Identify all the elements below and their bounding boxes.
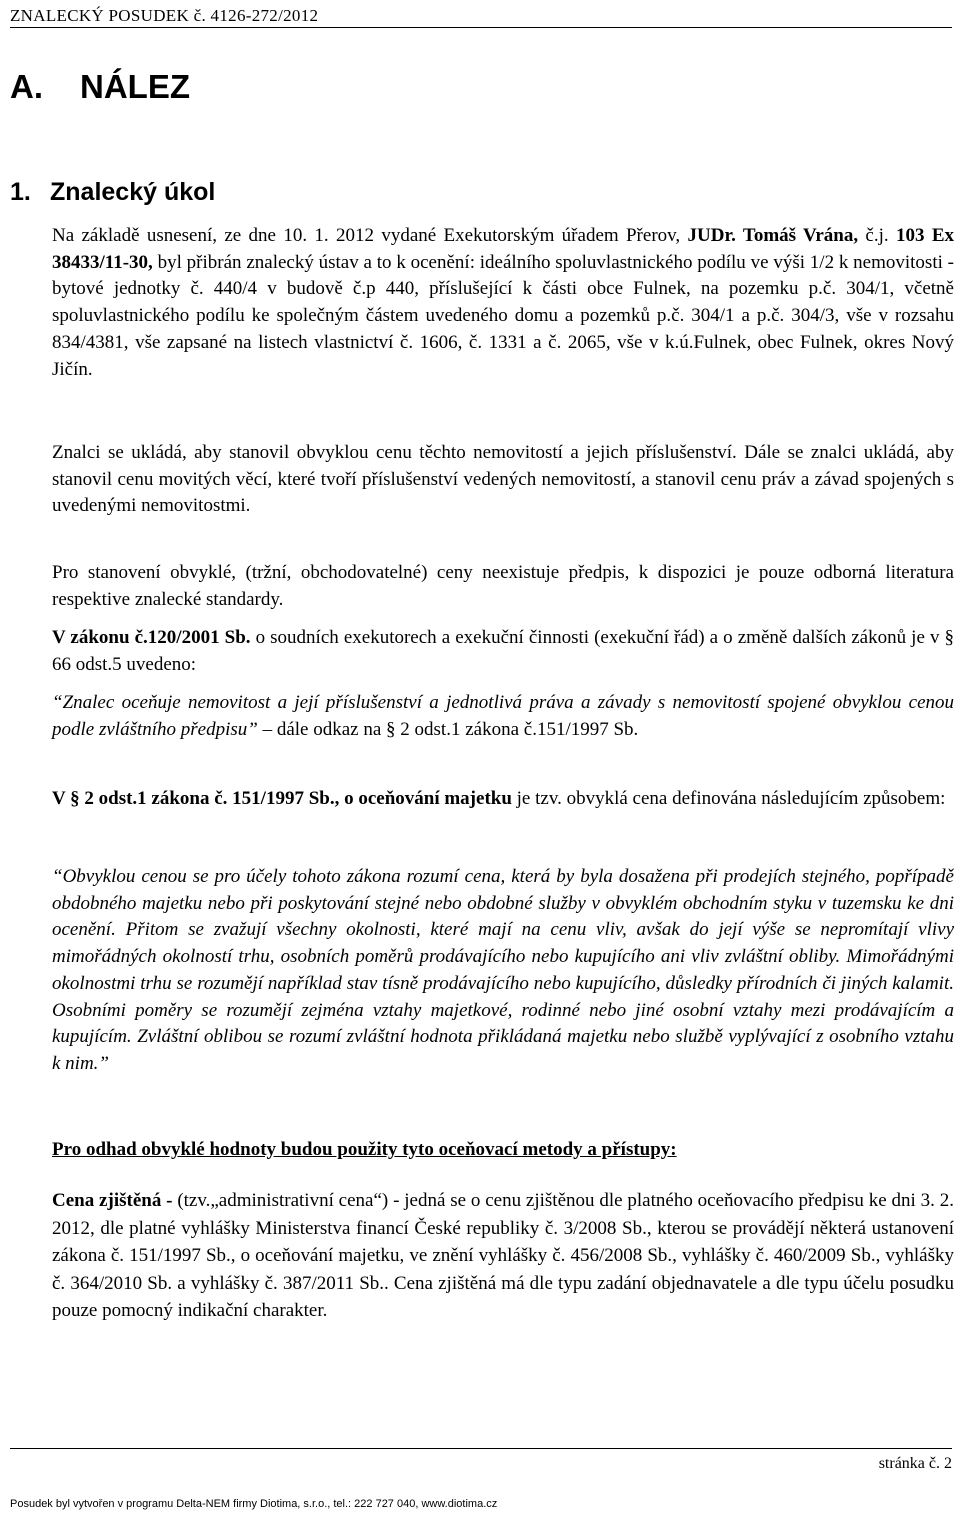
paragraph-task: Znalci se ukládá, aby stanovil obvyklou cenu těchto nemovitostí a jejich příslušenství. Dále se znalci ukládá, aby stanovil cenu movitých věcí, které tvoří příslušenství vedených nemovitostí, a stanovil cenu práv a závad spojených s uvedenými nemovitostmi. xyxy=(52,442,954,517)
subsection-number: 1. xyxy=(10,178,31,206)
paragraph-quote-law: “Znalec oceňuje nemovitost a její příslušenství a jednotlivá práva a závady s nemovitostí spojené obvyklou cenou podle zvláštního předpisu” – dále odkaz na § 2 odst.1 zákona č.151/1997 Sb. xyxy=(52,692,954,740)
footer-credit: Posudek byl vytvořen v programu Delta-NEM firmy Diotima, s.r.o., tel.: 222 727 040, www.diotima.cz xyxy=(10,1498,498,1510)
paragraph-law: V zákonu č.120/2001 Sb. o soudních exekutorech a exekuční činnosti (exekuční řád) a o změně dalších zákonů je v § 66 odst.5 uvedeno: xyxy=(52,627,955,675)
section-label: A. xyxy=(10,68,43,105)
paragraph-definition-quote: “Obvyklou cenou se pro účely tohoto zákona rozumí cena, která by byla dosažena při prodejích stejného, popřípadě obdobného majetku nebo při poskytování stejné nebo obdobné služby v obvyklém obchodním styku v tuzemsku ke dni ocenění. Přitom se zvažují všechny okolnosti, které mají na cenu vliv, avšak do její výše se nepromítají vlivy mimořádných okolností trhu, osobních poměrů prodávajícího nebo kupujícího ani vliv zvláštní obliby. Mimořádnými okolnostmi trhu se rozumějí například stav tísně prodávajícího nebo kupujícího, důsledky přírodních či jiných kalamit. Osobními poměry se rozumějí zejména vztahy majetkové, rodinné nebo jiné osobní vztahy mezi prodávajícím a kupujícím. Zvláštní oblibou se rozumí zvláštní hodnota přikládaná majetku nebo službě vyplývající z osobního vztahu k nim.” xyxy=(52,866,954,1074)
header-divider xyxy=(10,27,952,28)
paragraph-cena-zjistena: Cena zjištěná - (tzv.„administrativní cena“) - jedná se o cenu zjištěnou dle platného oceňovacího předpisu ke dni 3. 2. 2012, dle platné vyhlášky Ministerstva financí České republiky č. 3/2008 Sb., kterou se provádějí některá ustanovení zákona č. 151/1997 Sb., o oceňování majetku, ve znění vyhlášky č. 456/2008 Sb., vyhlášky č. 460/2009 Sb., vyhlášky č. 364/2010 Sb. a vyhlášky č. 387/2011 Sb.. Cena zjištěná má dle typu zadání objednavatele a dle typu účelu posudku pouze pomocný indikační charakter. xyxy=(52,1190,954,1321)
document-header: ZNALECKÝ POSUDEK č. 4126-272/2012 xyxy=(10,6,319,25)
paragraph-standards: Pro stanovení obvyklé, (tržní, obchodovatelné) ceny neexistuje předpis, k dispozici je pouze odborná literatura respektive znalecké standardy. xyxy=(52,562,954,610)
subsection-title: Znalecký úkol xyxy=(50,178,216,206)
methods-heading: Pro odhad obvyklé hodnoty budou použity tyto oceňovací metody a přístupy: xyxy=(52,1139,677,1160)
page-number: stránka č. 2 xyxy=(878,1455,952,1472)
paragraph-assignment: Na základě usnesení, ze dne 10. 1. 2012 vydané Exekutorským úřadem Přerov, JUDr. Tomáš Vrána, č.j. 103 Ex 38433/11-30, byl přibrán znalecký ústav a to k ocenění: ideálního spoluvlastnického podílu ve výši 1/2 k nemovitosti - bytové jednotky č. 440/4 v budově č.p 440, příslušející k části obce Fulnek, na pozemku p.č. 304/1, včetně spoluvlastnického podílu ke společným částem uvedeného domu a pozemků p.č. 304/1 a p.č. 304/3, vše v rozsahu 834/4381, vše zapsané na listech vlastnictví č. 1606, č. 1331 a č. 2065, vše v k.ú.Fulnek, obec Fulnek, okres Nový Jičín. xyxy=(52,225,954,380)
footer-divider xyxy=(10,1448,952,1449)
section-heading xyxy=(10,68,190,106)
section-title: NÁLEZ xyxy=(80,68,190,105)
paragraph-definition-intro: V § 2 odst.1 zákona č. 151/1997 Sb., o oceňování majetku je tzv. obvyklá cena definována následujícím způsobem: xyxy=(52,788,946,809)
subsection-heading xyxy=(10,178,215,207)
